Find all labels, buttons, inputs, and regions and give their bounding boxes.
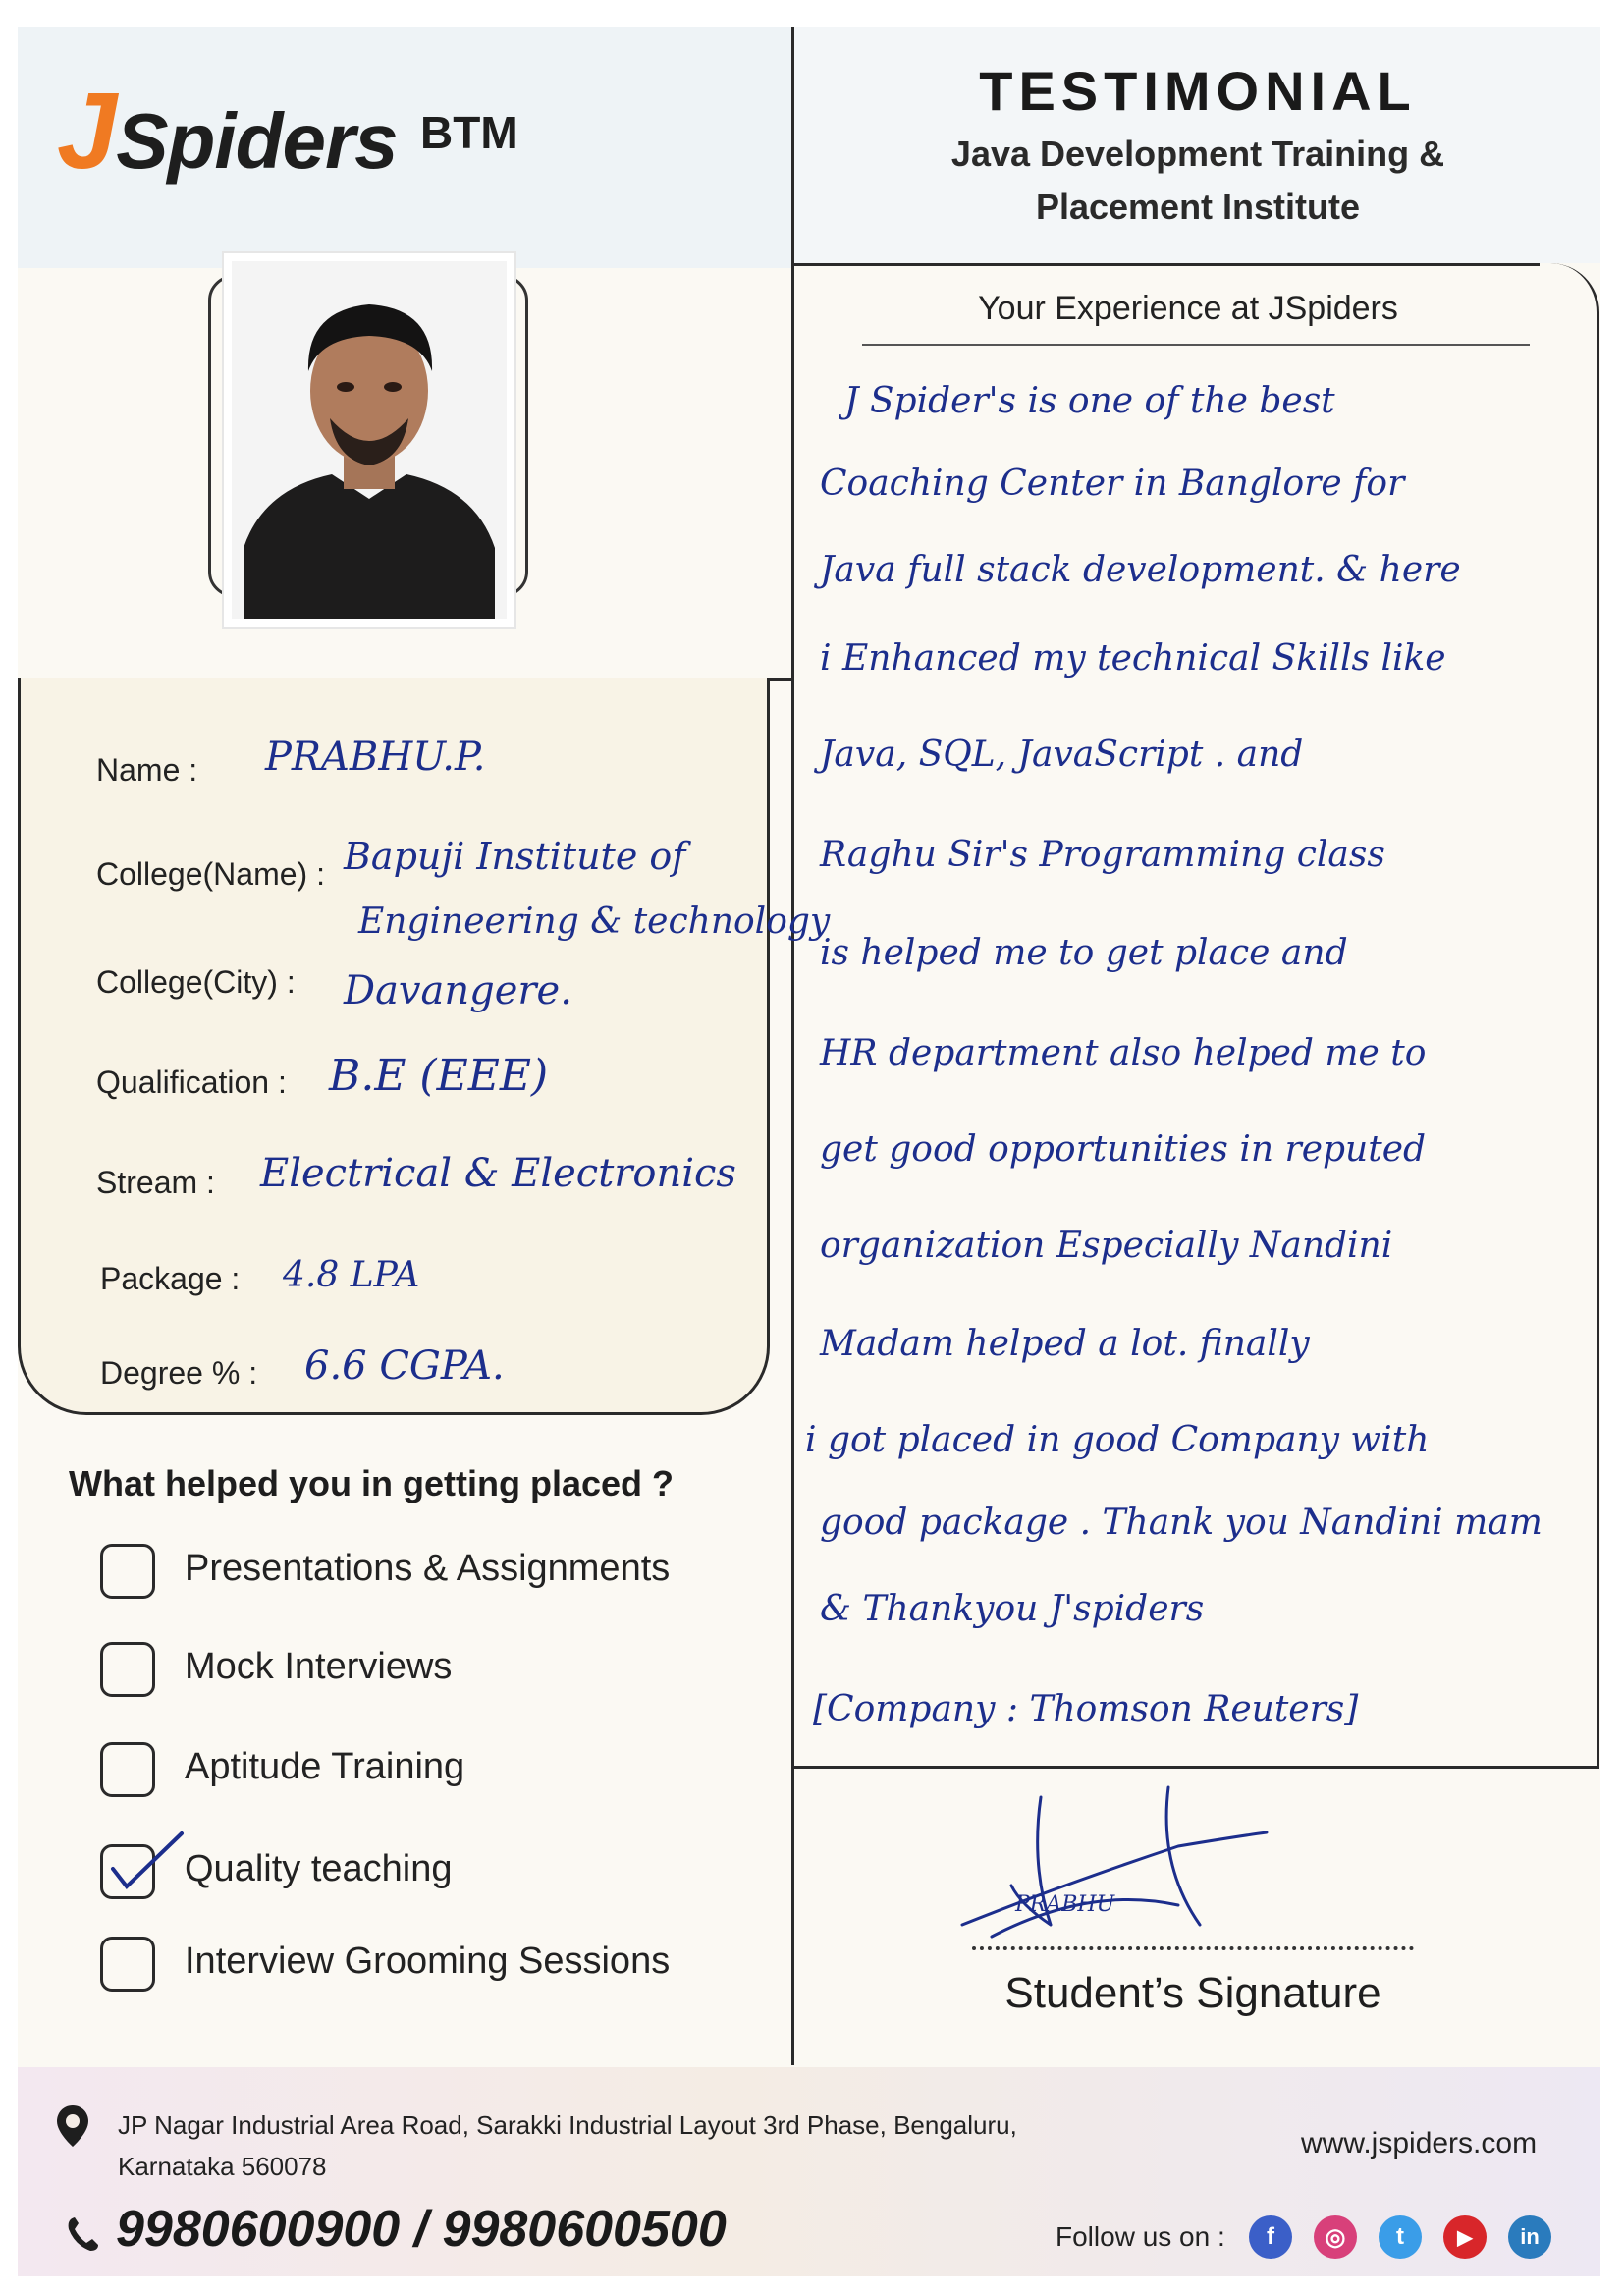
name-value: PRABHU.P. xyxy=(265,735,486,780)
signature-text: PRABHU xyxy=(1015,1892,1115,1917)
checkbox-presentations[interactable] xyxy=(100,1544,155,1599)
youtube-icon[interactable]: ▶ xyxy=(1443,2215,1487,2259)
signature-line xyxy=(972,1946,1414,1950)
facebook-icon[interactable]: f xyxy=(1249,2215,1292,2259)
linkedin-icon[interactable]: in xyxy=(1508,2215,1551,2259)
experience-line: Madam helped a lot. finally xyxy=(820,1324,1310,1364)
qualification-value: B.E (EEE) xyxy=(329,1051,549,1101)
phone-icon xyxy=(65,2214,100,2253)
instagram-icon[interactable]: ◎ xyxy=(1314,2215,1357,2259)
checkbox-aptitude-training[interactable] xyxy=(100,1742,155,1797)
degree-label: Degree % : xyxy=(100,1355,258,1391)
degree-value: 6.6 CGPA. xyxy=(304,1343,505,1389)
option-presentations-label: Presentations & Assignments xyxy=(185,1548,671,1589)
experience-line: Java, SQL, JavaScript . and xyxy=(820,735,1304,775)
option-interview-grooming-label: Interview Grooming Sessions xyxy=(185,1941,671,1982)
logo-text: Spiders xyxy=(116,97,398,185)
stream-label: Stream : xyxy=(96,1165,215,1200)
college-name-value: Bapuji Institute of xyxy=(344,835,686,878)
college-name-label: College(Name) : xyxy=(96,856,325,892)
student-portrait-image xyxy=(224,253,514,627)
experience-line: i Enhanced my technical Skills like xyxy=(820,638,1446,679)
experience-line: HR department also helped me to xyxy=(820,1033,1427,1073)
package-value: 4.8 LPA xyxy=(283,1255,420,1295)
address-line-2: Karnataka 560078 xyxy=(118,2152,327,2181)
option-quality-teaching-label: Quality teaching xyxy=(185,1848,453,1889)
questionnaire-title: What helped you in getting placed ? xyxy=(69,1463,675,1503)
subtitle-line-1: Java Development Training & xyxy=(950,134,1445,174)
twitter-icon[interactable]: t xyxy=(1379,2215,1422,2259)
experience-title-rule xyxy=(862,344,1530,346)
checkbox-quality-teaching[interactable] xyxy=(100,1844,155,1899)
experience-line: Java full stack development. & here xyxy=(820,550,1461,590)
name-label: Name : xyxy=(96,752,198,788)
package-label: Package : xyxy=(100,1261,241,1296)
page-title: TESTIMONIAL xyxy=(979,60,1417,122)
option-mock-interviews-label: Mock Interviews xyxy=(185,1646,453,1687)
experience-line: organization Especially Nandini xyxy=(820,1226,1393,1266)
signature-scribble xyxy=(943,1768,1296,1944)
signature-label: Student’s Signature xyxy=(1004,1969,1381,2017)
experience-line: [Company : Thomson Reuters] xyxy=(813,1689,1359,1729)
website-link[interactable]: www.jspiders.com xyxy=(1301,2127,1538,2159)
experience-line: Raghu Sir's Programming class xyxy=(820,835,1385,875)
stream-value: Electrical & Electronics xyxy=(260,1151,736,1196)
branch-label: BTM xyxy=(420,107,518,158)
location-pin-icon xyxy=(55,2104,90,2149)
checkbox-interview-grooming[interactable] xyxy=(100,1937,155,1992)
page-subtitle xyxy=(795,128,1600,234)
experience-line: J Spider's is one of the best xyxy=(844,381,1335,421)
qualification-label: Qualification : xyxy=(96,1065,287,1100)
experience-line: is helped me to get place and xyxy=(820,933,1348,973)
college-name-value-2: Engineering & technology xyxy=(358,902,831,942)
experience-line: good package . Thank you Nandini mam xyxy=(820,1503,1543,1543)
experience-line: & Thankyou J'spiders xyxy=(820,1589,1205,1629)
student-photo xyxy=(224,253,514,627)
phone-numbers[interactable]: 9980600900 / 9980600500 xyxy=(116,2201,727,2258)
college-city-value: Davangere. xyxy=(344,968,572,1013)
college-city-label: College(City) : xyxy=(96,964,296,1000)
experience-line: get good opportunities in reputed xyxy=(820,1129,1427,1170)
address-line-1: JP Nagar Industrial Area Road, Sarakki Industrial Layout 3rd Phase, Bengaluru, xyxy=(118,2110,1017,2140)
follow-us-label: Follow us on : xyxy=(1056,2221,1225,2252)
logo-j: J xyxy=(57,71,117,191)
option-aptitude-training-label: Aptitude Training xyxy=(185,1746,465,1787)
experience-line: i got placed in good Company with xyxy=(805,1420,1430,1460)
jspiders-logo xyxy=(57,69,398,193)
subtitle-line-2: Placement Institute xyxy=(1035,187,1361,227)
address xyxy=(118,2105,1017,2187)
checkbox-mock-interviews[interactable] xyxy=(100,1642,155,1697)
experience-line: Coaching Center in Banglore for xyxy=(820,464,1405,504)
experience-title: Your Experience at JSpiders xyxy=(978,290,1398,327)
